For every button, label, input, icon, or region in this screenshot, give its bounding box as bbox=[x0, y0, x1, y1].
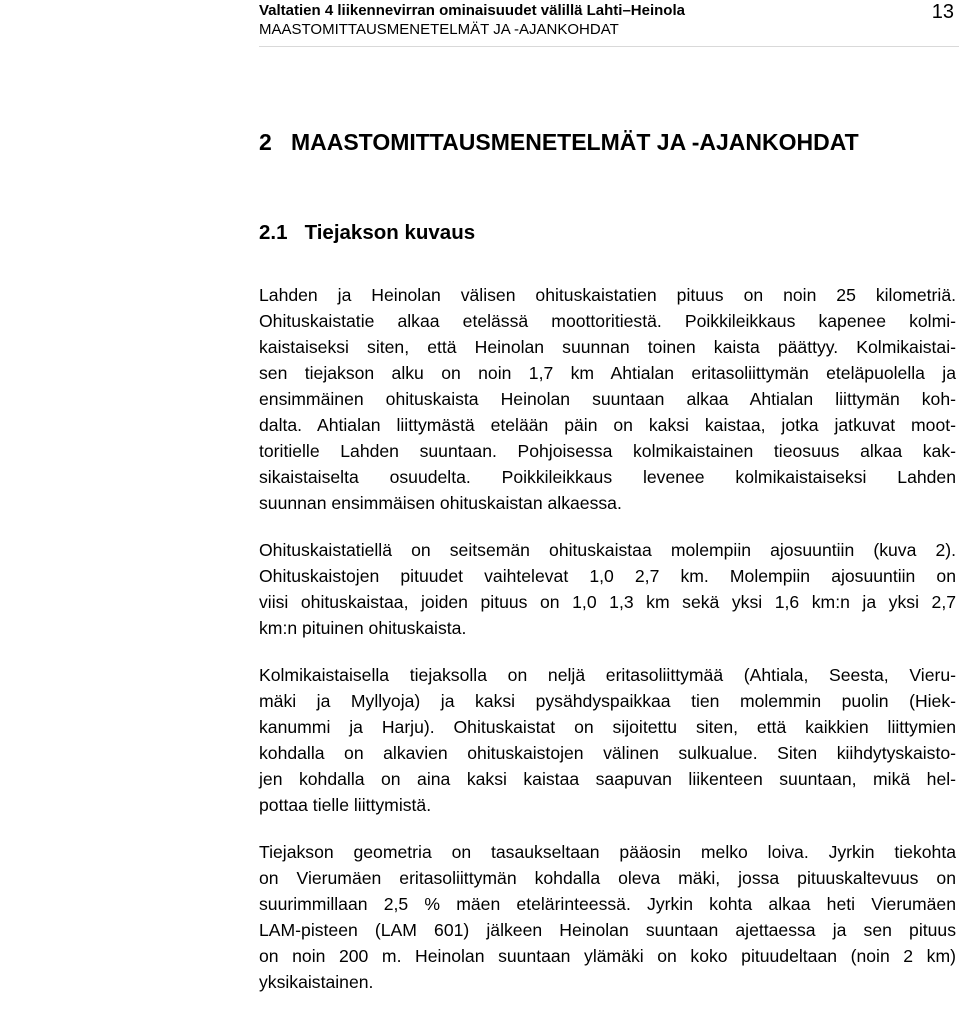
text-line: viisi ohituskaistaa, joiden pituus on 1,0 1,3 km sekä yksi 1,6 km:n ja yksi 2,7 bbox=[259, 592, 956, 612]
paragraph bbox=[259, 839, 956, 995]
text-line: Ohituskaistatie alkaa etelässä moottoritiestä. Poikkileikkaus kapenee kolmi- bbox=[259, 311, 956, 331]
text-line: on Vierumäen eritasoliittymän kohdalla oleva mäki, jossa pituuskaltevuus on bbox=[259, 868, 956, 888]
text-line: Ohituskaistojen pituudet vaihtelevat 1,0 2,7 km. Molempiin ajosuuntiin on bbox=[259, 566, 956, 586]
text-line: suurimmillaan 2,5 % mäen etelärinteessä. Jyrkin kohta alkaa heti Vierumäen bbox=[259, 894, 956, 914]
text-line: pottaa tielle liittymistä. bbox=[259, 795, 432, 815]
text-line: yksikaistainen. bbox=[259, 972, 374, 992]
paragraph bbox=[259, 282, 956, 516]
text-line: toritielle Lahden suuntaan. Pohjoisessa kolmikaistainen tieosuus alkaa kak- bbox=[259, 441, 956, 461]
text-line: Ohituskaistatiellä on seitsemän ohituskaistaa molempiin ajosuuntiin (kuva 2). bbox=[259, 540, 956, 560]
text-line: kaistaiseksi siten, että Heinolan suunnan toinen kaista päättyy. Kolmikaistai- bbox=[259, 337, 956, 357]
body-text bbox=[259, 282, 956, 1016]
text-line: on noin 200 m. Heinolan suuntaan ylämäki on koko pituudeltaan (noin 2 km) bbox=[259, 946, 956, 966]
section-heading: 2.1 Tiejakson kuvaus bbox=[259, 221, 476, 244]
text-line: LAM-pisteen (LAM 601) jälkeen Heinolan suuntaan ajettaessa ja sen pituus bbox=[259, 920, 956, 940]
text-line: Kolmikaistaisella tiejaksolla on neljä eritasoliittymää (Ahtiala, Seesta, Vieru- bbox=[259, 665, 956, 685]
text-line: kanummi ja Harju). Ohituskaistat on sijoitettu siten, että kaikkien liittymien bbox=[259, 717, 956, 737]
text-line: sen tiejakson alku on noin 1,7 km Ahtialan eritasoliittymän eteläpuolella ja bbox=[259, 363, 956, 383]
paragraph bbox=[259, 662, 956, 818]
chapter-heading: 2 MAASTOMITTAUSMENETELMÄT JA -AJANKOHDAT bbox=[259, 129, 859, 155]
text-line: Tiejakson geometria on tasaukseltaan pääosin melko loiva. Jyrkin tiekohta bbox=[259, 842, 956, 862]
header-subtitle: MAASTOMITTAUSMENETELMÄT JA -AJANKOHDAT bbox=[259, 21, 619, 38]
text-line: dalta. Ahtialan liittymästä etelään päin on kaksi kaistaa, jotka jatkuvat moot- bbox=[259, 415, 956, 435]
text-line: jen kohdalla on aina kaksi kaistaa saapuvan liikenteen suuntaan, mikä hel- bbox=[259, 769, 956, 789]
text-line: km:n pituinen ohituskaista. bbox=[259, 618, 467, 638]
paragraph bbox=[259, 537, 956, 641]
page-number: 13 bbox=[931, 1, 954, 23]
text-line: suunnan ensimmäisen ohituskaistan alkaessa. bbox=[259, 493, 622, 513]
text-line: kohdalla on alkavien ohituskaistojen välinen sulkualue. Siten kiihdytyskaisto- bbox=[259, 743, 956, 763]
header-title: Valtatien 4 liikennevirran ominaisuudet välillä Lahti–Heinola bbox=[259, 2, 685, 19]
text-line: ensimmäinen ohituskaista Heinolan suuntaan alkaa Ahtialan liittymän koh- bbox=[259, 389, 956, 409]
running-header bbox=[259, 0, 959, 47]
text-line: sikaistaiselta osuudelta. Poikkileikkaus levenee kolmikaistaiseksi Lahden bbox=[259, 467, 956, 487]
text-line: Lahden ja Heinolan välisen ohituskaistatien pituus on noin 25 kilometriä. bbox=[259, 285, 956, 305]
text-line: mäki ja Myllyoja) ja kaksi pysähdyspaikkaa tien molemmin puolin (Hiek- bbox=[259, 691, 956, 711]
